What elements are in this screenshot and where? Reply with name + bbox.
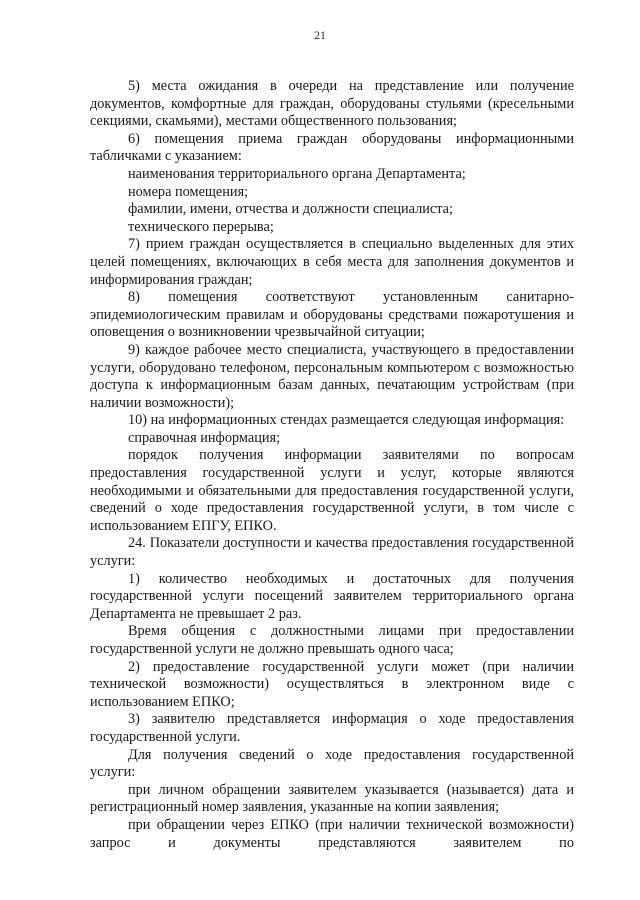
paragraph: при обращении через ЕПКО (при наличии технической возможности) запрос и документы представляются заявителем по (90, 816, 574, 851)
paragraph: технического перерыва; (128, 218, 274, 235)
paragraph: 7) прием граждан осуществляется в специально выделенных для этих целей помещениях, включающих в себя места для заполнения документов и информирования граждан; (90, 236, 574, 288)
page-number: 21 (314, 28, 326, 42)
paragraph: 8) помещения соответствуют установленным санитарно-эпидемиологическим правилам и оборудованы средствами пожаротушения и оповещения о возникновении чрезвычайной ситуации; (90, 289, 574, 341)
paragraph: 2) предоставление государственной услуги может (при наличии технической возможности) осуществляться в электронном виде с использованием ЕПКО; (90, 658, 574, 710)
paragraph: 10) на информационных стендах размещается следующая информация: (128, 412, 565, 429)
paragraph: 5) места ожидания в очереди на представление или получение документов, комфортные для граждан, оборудованы стульями (кресельными секциями, скамьями), местами общественного пользования; (90, 78, 574, 130)
paragraph: номера помещения; (128, 183, 249, 200)
paragraph: фамилии, имени, отчества и должности специалиста; (128, 201, 453, 218)
paragraph: порядок получения информации заявителями по вопросам предоставления государственной услуги и услуг, которые являются необходимыми и обязательными для предоставления государственной услуги, сведений о ходе предоставления государственной услуги, в том числе с использованием ЕПГУ, ЕПКО. (90, 447, 574, 534)
paragraph: наименования территориального органа Департамента; (128, 165, 466, 182)
paragraph: 3) заявителю представляется информация о ходе предоставления государственной услуги. (90, 711, 574, 745)
paragraph: справочная информация; (128, 429, 281, 446)
section-heading: 24. Показатели доступности и качества предоставления государственной услуги: (90, 535, 574, 570)
document-body (90, 78, 574, 852)
paragraph: Для получения сведений о ходе предоставления государственной услуги: (90, 746, 574, 781)
paragraph: 1) количество необходимых и достаточных для получения государственной услуги посещений заявителем территориального органа Департамента не превышает 2 раз. (90, 570, 574, 622)
paragraph: 9) каждое рабочее место специалиста, участвующего в предоставлении услуги, оборудовано телефоном, персональным компьютером с возможностью доступа к информационным базам данных, печатающим устройствам (при наличии возможности); (90, 341, 574, 411)
paragraph: 6) помещения приема граждан оборудованы информационными табличками с указанием: (90, 130, 574, 165)
paragraph: Время общения с должностными лицами при предоставлении государственной услуги не должно превышать одного часа; (90, 623, 574, 657)
paragraph: при личном обращении заявителем указывается (называется) дата и регистрационный номер заявления, указанные на копии заявления; (90, 781, 574, 816)
